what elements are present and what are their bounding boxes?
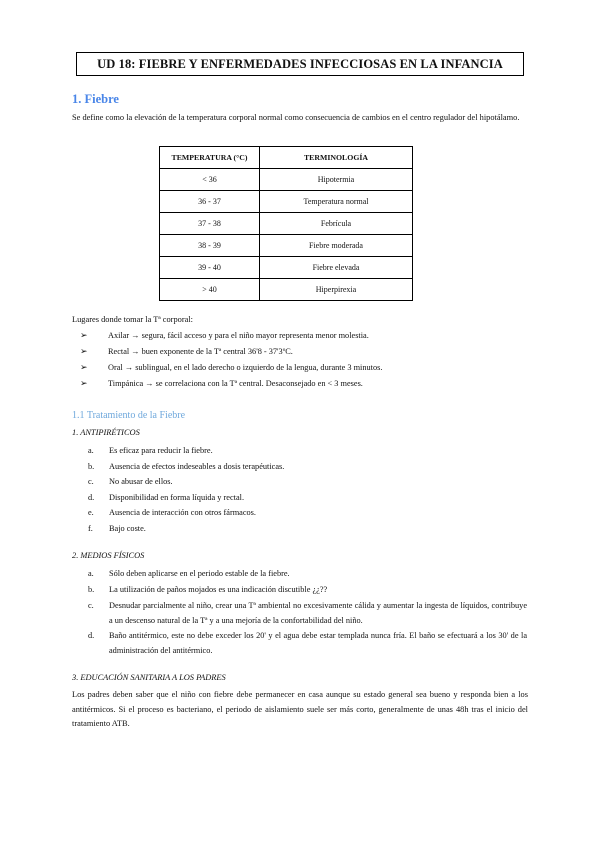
terminology-cell: Fiebre elevada bbox=[260, 257, 413, 279]
list-item-text: Ausencia de interacción con otros fármacos. bbox=[109, 508, 256, 517]
measurement-places-intro: Lugares donde tomar la Tª corporal: bbox=[72, 315, 193, 324]
list-marker: a. bbox=[88, 446, 94, 455]
list-item bbox=[88, 628, 528, 658]
list-item-text: Disponibilidad en forma líquida y rectal. bbox=[109, 493, 245, 502]
temperature-cell: > 40 bbox=[160, 279, 260, 301]
list-item-text: Desnudar parcialmente al niño, crear una Tª ambiental no excesivamente cálida y aumentar la ingesta de líquidos, contribuye a un descenso natural de la Tª y a una mejoría de la confortabilidad del niño. bbox=[109, 601, 527, 625]
document-title: UD 18: FIEBRE Y ENFERMEDADES INFECCIOSAS EN LA INFANCIA bbox=[76, 52, 524, 76]
terminology-cell: Hipotermia bbox=[260, 169, 413, 191]
list-marker: b. bbox=[88, 462, 95, 471]
arrow-bullet-icon: ➢ bbox=[80, 362, 88, 372]
table-row bbox=[160, 169, 413, 191]
list-item-text: No abusar de ellos. bbox=[109, 477, 173, 486]
list-item-text: Sólo deben aplicarse en el periodo estable de la fiebre. bbox=[109, 569, 290, 578]
list-item bbox=[88, 521, 528, 536]
list-item-text: Oral → sublingual, en el lado derecho o izquierdo de la lengua, durante 3 minutos. bbox=[108, 363, 383, 372]
list-marker: d. bbox=[88, 493, 95, 502]
temperature-cell: 36 - 37 bbox=[160, 191, 260, 213]
list-item bbox=[80, 328, 369, 343]
list-item bbox=[88, 582, 528, 597]
table-header-temperature: TEMPERATURA (°C) bbox=[160, 147, 260, 169]
table-row bbox=[160, 279, 413, 301]
terminology-cell: Fiebre moderada bbox=[260, 235, 413, 257]
list-item bbox=[88, 505, 528, 520]
subheading-educacion-sanitaria: 3. EDUCACIÓN SANITARIA A LOS PADRES bbox=[72, 673, 226, 682]
fever-definition: Se define como la elevación de la temperatura corporal normal como consecuencia de cambios en el centro regulador del hipotálamo. bbox=[72, 113, 520, 122]
list-item bbox=[88, 474, 528, 489]
terminology-cell: Temperatura normal bbox=[260, 191, 413, 213]
list-item-text: Axilar → segura, fácil acceso y para el niño mayor representa menor molestia. bbox=[108, 331, 369, 340]
list-marker: d. bbox=[88, 631, 95, 640]
arrow-bullet-icon: ➢ bbox=[80, 378, 88, 388]
educacion-paragraph: Los padres deben saber que el niño con fiebre debe permanecer en casa aunque su estado general sea bueno y responda bien a los antitérmicos. Si el proceso es bacteriano, el periodo de aislamiento suele ser más corto, generalmente de unas 48h tras el inicio del tratamiento ATB. bbox=[72, 690, 528, 728]
list-item-text: Es eficaz para reducir la fiebre. bbox=[109, 446, 213, 455]
arrow-bullet-icon: ➢ bbox=[80, 346, 88, 356]
list-item-text: Timpánica → se correlaciona con la Tª central. Desaconsejado en < 3 meses. bbox=[108, 379, 363, 388]
subheading-antipireticos: 1. ANTIPIRÉTICOS bbox=[72, 428, 140, 437]
temperature-cell: 39 - 40 bbox=[160, 257, 260, 279]
temperature-cell: 38 - 39 bbox=[160, 235, 260, 257]
temperature-cell: < 36 bbox=[160, 169, 260, 191]
section-heading-tratamiento: 1.1 Tratamiento de la Fiebre bbox=[72, 410, 186, 421]
temperature-table bbox=[159, 146, 413, 301]
list-marker: c. bbox=[88, 601, 94, 610]
table-row bbox=[160, 257, 413, 279]
list-marker: a. bbox=[88, 569, 94, 578]
list-item-text: Baño antitérmico, este no debe exceder los 20' y el agua debe estar templada nunca fría. El baño se efectuará a los 30' de la administración del antitérmico. bbox=[109, 631, 527, 655]
terminology-cell: Febrícula bbox=[260, 213, 413, 235]
list-item bbox=[88, 459, 528, 474]
list-item bbox=[88, 598, 528, 628]
table-header-row bbox=[160, 147, 413, 169]
list-item bbox=[80, 360, 382, 375]
temperature-cell: 37 - 38 bbox=[160, 213, 260, 235]
list-item bbox=[80, 344, 293, 359]
list-item-text: La utilización de paños mojados es una indicación discutible ¿¿?? bbox=[109, 585, 328, 594]
section-heading-fiebre: 1. Fiebre bbox=[72, 92, 119, 106]
table-header-terminology: TERMINOLOGÍA bbox=[260, 147, 413, 169]
list-marker: b. bbox=[88, 585, 95, 594]
list-item-text: Bajo coste. bbox=[109, 524, 146, 533]
list-marker: c. bbox=[88, 477, 94, 486]
list-item bbox=[88, 490, 528, 505]
table-row bbox=[160, 235, 413, 257]
list-item-text: Rectal → buen exponente de la Tª central 36'8 - 37'3ºC. bbox=[108, 347, 293, 356]
arrow-bullet-icon: ➢ bbox=[80, 330, 88, 340]
subheading-medios-fisicos: 2. MEDIOS FÍSICOS bbox=[72, 551, 145, 560]
list-item bbox=[80, 376, 363, 391]
table-row bbox=[160, 213, 413, 235]
list-item bbox=[88, 443, 528, 458]
list-marker: e. bbox=[88, 508, 94, 517]
terminology-cell: Hiperpirexia bbox=[260, 279, 413, 301]
table-row bbox=[160, 191, 413, 213]
list-item-text: Ausencia de efectos indeseables a dosis terapéuticas. bbox=[109, 462, 285, 471]
list-marker: f. bbox=[88, 524, 93, 533]
list-item bbox=[88, 566, 528, 581]
